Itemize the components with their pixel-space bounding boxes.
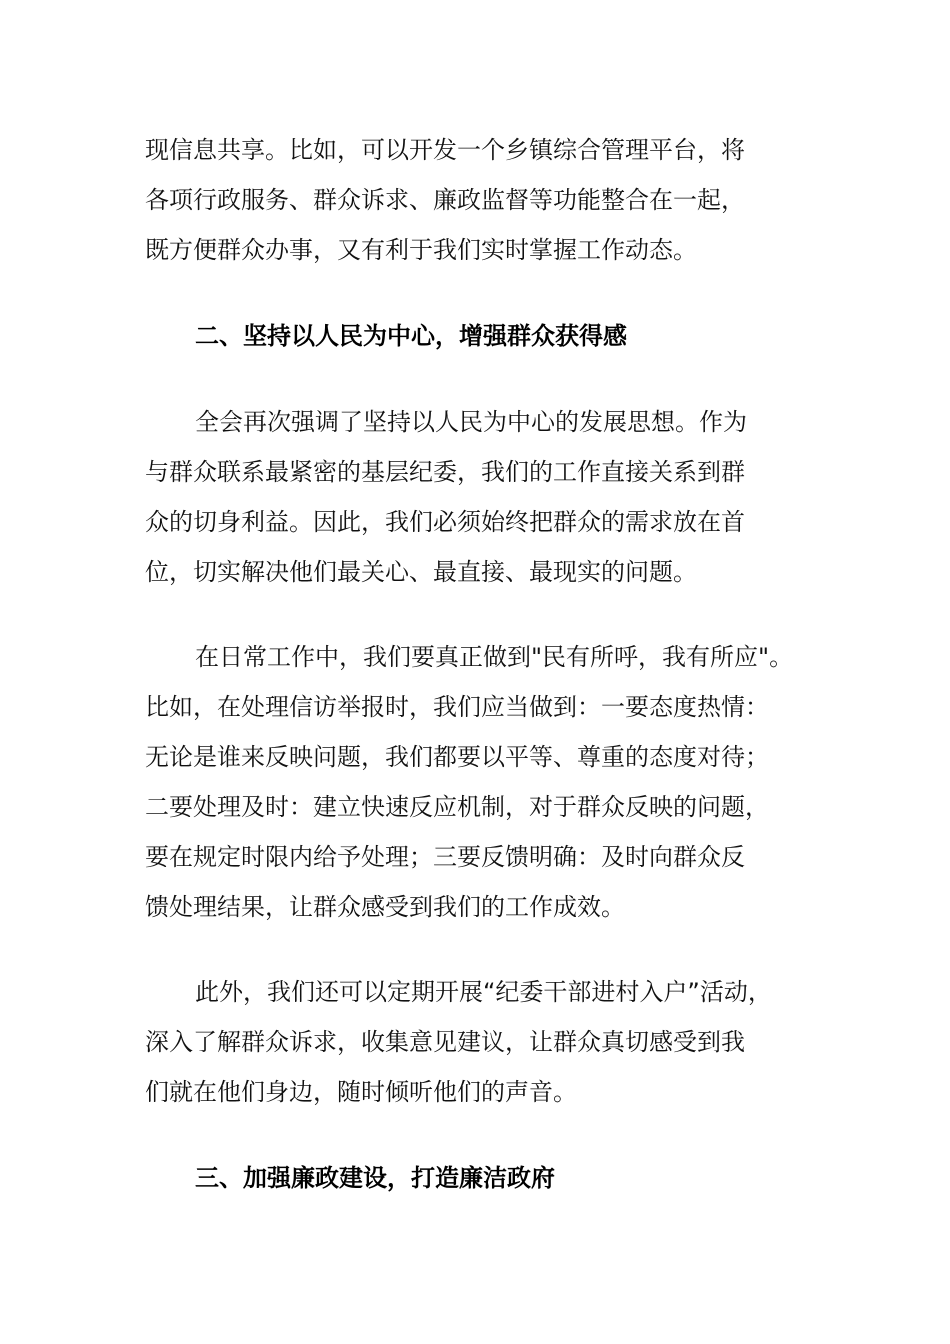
paragraph-2-line-3: 众的切身利益。因此，我们必须始终把群众的需求放在首 bbox=[145, 508, 745, 536]
paragraph-2-line-4: 位，切实解决他们最关心、最直接、最现实的问题。 bbox=[145, 558, 697, 586]
paragraph-4-line-1: 此外，我们还可以定期开展“纪委干部进村入户”活动， bbox=[195, 978, 772, 1006]
paragraph-4-line-3: 们就在他们身边，随时倾听他们的声音。 bbox=[145, 1078, 577, 1106]
paragraph-2-line-1: 全会再次强调了坚持以人民为中心的发展思想。作为 bbox=[195, 408, 747, 436]
paragraph-1-line-2: 各项行政服务、群众诉求、廉政监督等功能整合在一起， bbox=[145, 186, 745, 214]
paragraph-1-line-3: 既方便群众办事，又有利于我们实时掌握工作动态。 bbox=[145, 236, 697, 264]
section-heading-3: 三、加强廉政建设，打造廉洁政府 bbox=[195, 1164, 555, 1192]
section-heading-2: 二、坚持以人民为中心，增强群众获得感 bbox=[195, 322, 627, 350]
paragraph-3-line-6: 馈处理结果，让群众感受到我们的工作成效。 bbox=[145, 893, 625, 921]
paragraph-4-line-2: 深入了解群众诉求，收集意见建议，让群众真切感受到我 bbox=[145, 1028, 745, 1056]
paragraph-3-line-5: 要在规定时限内给予处理；三要反馈明确：及时向群众反 bbox=[145, 843, 745, 871]
paragraph-1-line-1: 现信息共享。比如，可以开发一个乡镇综合管理平台，将 bbox=[145, 136, 745, 164]
paragraph-3-line-4: 二要处理及时：建立快速反应机制，对于群众反映的问题， bbox=[145, 793, 769, 821]
paragraph-2-line-2: 与群众联系最紧密的基层纪委，我们的工作直接关系到群 bbox=[145, 458, 745, 486]
paragraph-3-line-1: 在日常工作中，我们要真正做到"民有所呼，我有所应"。 bbox=[195, 643, 794, 671]
paragraph-3-line-3: 无论是谁来反映问题，我们都要以平等、尊重的态度对待； bbox=[145, 743, 769, 771]
paragraph-3-line-2: 比如，在处理信访举报时，我们应当做到：一要态度热情： bbox=[145, 693, 769, 721]
